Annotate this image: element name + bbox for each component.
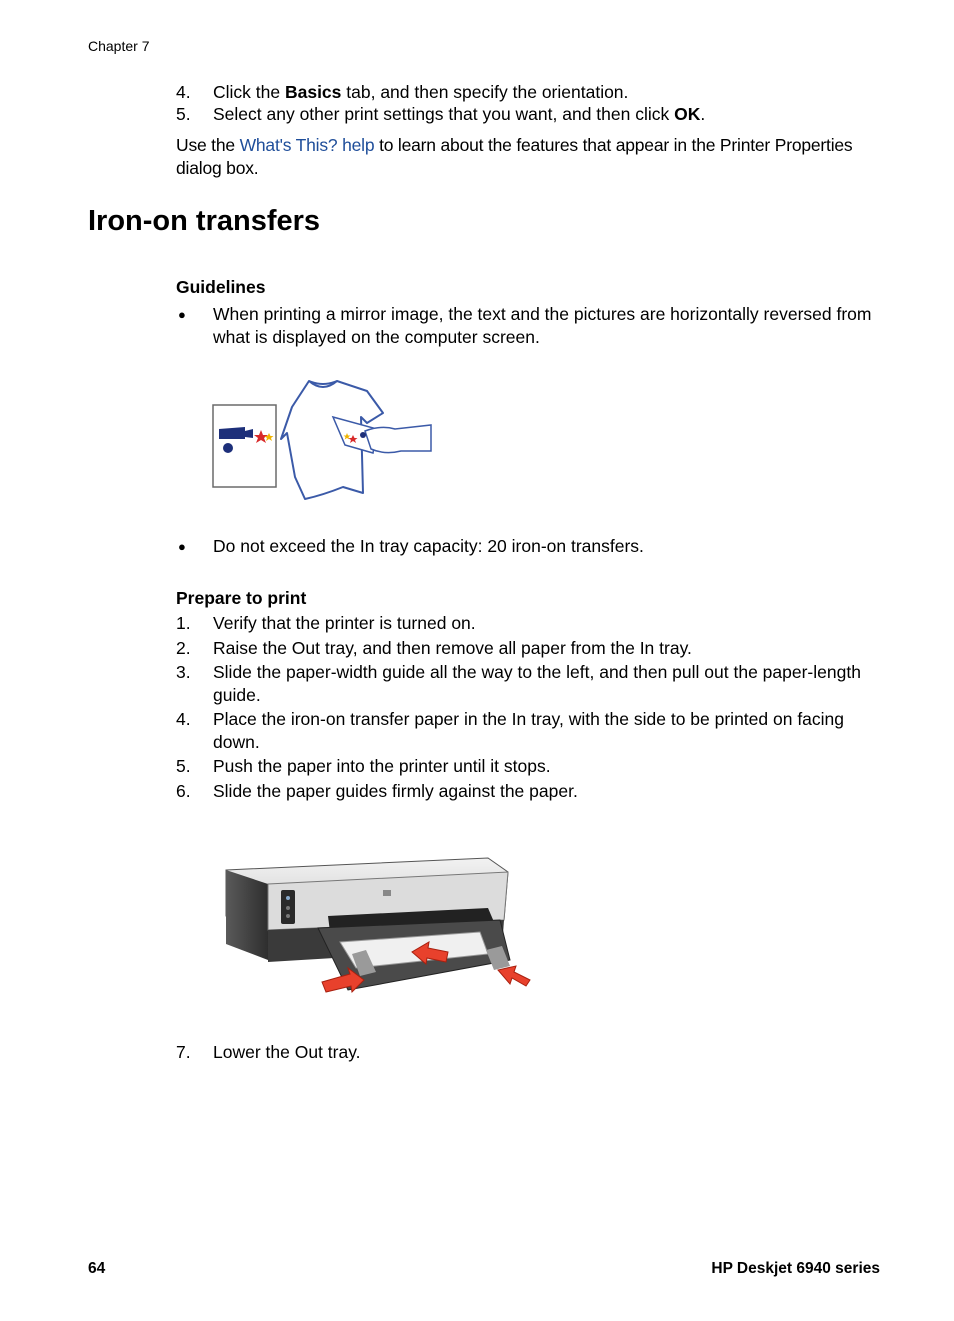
- prepare-heading: Prepare to print: [176, 588, 307, 608]
- whats-this-help-link[interactable]: What's This? help: [239, 135, 375, 155]
- step-number: 1.: [176, 613, 191, 633]
- step-text: Push the paper into the printer until it stops.: [213, 756, 551, 776]
- bullet: ●: [178, 539, 186, 554]
- product-name: HP Deskjet 6940 series: [711, 1260, 880, 1277]
- printer-side: [226, 870, 268, 960]
- step-text: Slide the paper-width guide all the way to the left, and then pull out the paper-length guide.: [213, 662, 861, 705]
- step-number: 4.: [176, 82, 191, 102]
- list-item-text: Do not exceed the In tray capacity: 20 iron-on transfers.: [213, 536, 644, 556]
- bold-term: Basics: [284, 82, 342, 102]
- iron-on-transfer-illustration: [205, 375, 440, 507]
- step-text: Slide the paper guides firmly against the paper.: [213, 781, 578, 801]
- bullet: ●: [178, 307, 186, 322]
- hp-logo: [383, 890, 391, 896]
- transfer-paper-icon: [213, 405, 276, 487]
- step-text: Click the Basics tab, and then specify the orientation.: [213, 82, 629, 102]
- step-text: Raise the Out tray, and then remove all paper from the In tray.: [213, 638, 692, 658]
- step-text: Verify that the printer is turned on.: [213, 613, 476, 633]
- arrow-icon: [498, 966, 530, 986]
- step-number: 7.: [176, 1042, 191, 1062]
- printer-illustration: [218, 850, 536, 1000]
- step-text: Lower the Out tray.: [213, 1042, 361, 1062]
- guidelines-heading: Guidelines: [176, 277, 266, 297]
- list-item-text: When printing a mirror image, the text and the pictures are horizontally reversed from what is displayed on the computer screen.: [213, 304, 872, 347]
- help-paragraph: Use the What's This? help to learn about the features that appear in the Printer Properties dialog box.: [176, 135, 853, 178]
- section-title: Iron-on transfers: [88, 205, 321, 237]
- step-number: 3.: [176, 662, 191, 682]
- step-number: 5.: [176, 104, 191, 124]
- chapter-label: Chapter 7: [88, 38, 150, 54]
- step-text: Place the iron-on transfer paper in the In tray, with the side to be printed on facing down.: [213, 709, 845, 752]
- step-number: 6.: [176, 781, 191, 801]
- step-number: 5.: [176, 756, 191, 776]
- step-number: 2.: [176, 638, 191, 658]
- page-number: 64: [88, 1260, 106, 1277]
- bold-term: OK: [674, 104, 701, 124]
- step-text: Select any other print settings that you want, and then click OK.: [213, 104, 706, 124]
- step-number: 4.: [176, 709, 191, 729]
